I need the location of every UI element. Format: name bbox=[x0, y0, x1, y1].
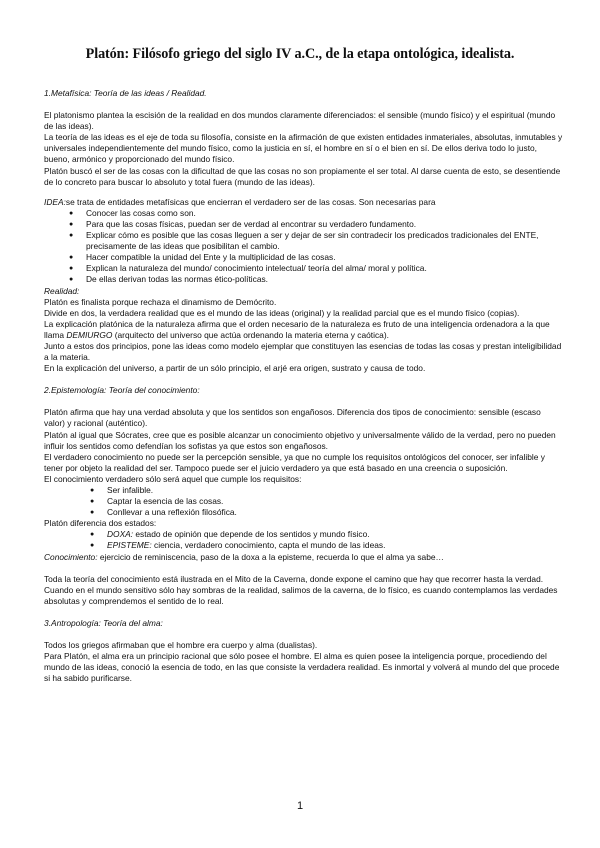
list-item: ● DOXA: estado de opinión que depende de los sentidos y mundo físico. bbox=[90, 529, 370, 540]
list-item: ● Hacer compatible la unidad del Ente y la multiplicidad de las cosas. bbox=[69, 252, 336, 263]
list-item: ● Conllevar a una reflexión filosófica. bbox=[90, 507, 237, 518]
requisitos-list bbox=[44, 485, 564, 518]
list-item: ● Para que las cosas físicas, puedan ser de verdad al encontrar su verdadero fundamento. bbox=[69, 218, 417, 229]
paragraph: Platón al igual que Sócrates, cree que es posible alcanzar un conocimiento objetivo y universalmente válido de la verdad, pero no pueden influir los sentidos como defendían los sofistas ya que estos son engañosos. bbox=[44, 429, 556, 451]
list-item: ● De ellas derivan todas las normas ético-políticas. bbox=[69, 274, 269, 285]
paragraph: Para Platón, el alma era un principio racional que sólo posee el hombre. El alma es quien posee la inteligencia porque, procediendo del mundo de las ideas, conoció la esencia de todo, en las que consiste la verdadera realidad. Es inmortal y volverá al mundo del que procede si ha sabido purificarse. bbox=[44, 651, 560, 684]
section-heading-epistemologia: 2.Epistemología: Teoría del conocimiento: bbox=[44, 385, 200, 396]
paragraph: Platón diferencia dos estados: bbox=[44, 518, 157, 529]
idea-text: se trata de entidades metafísicas que encierran el verdadero ser de las cosas. Son necesarias para bbox=[65, 196, 436, 207]
paragraph: La explicación platónica de la naturaleza afirma que el orden necesario de la naturaleza es fruto de una inteligencia ordenadora a la que llama DEMIURGO (arquitecto del universo que actúa ordenando la materia eterna y caótica). bbox=[44, 318, 550, 340]
idea-list bbox=[44, 208, 564, 286]
idea-label: IDEA: bbox=[44, 196, 66, 207]
bullet-icon: ● bbox=[69, 209, 74, 217]
page-title: Platón: Filósofo griego del siglo IV a.C., de la etapa ontológica, idealista. bbox=[85, 46, 515, 62]
page-number: 1 bbox=[296, 800, 304, 812]
idea-definition bbox=[44, 197, 564, 208]
paragraph: El platonismo plantea la escisión de la realidad en dos mundos claramente diferenciados: el sensible (mundo físico) y el espiritual (mundo de las ideas). bbox=[44, 110, 556, 132]
list-item: ● Explican la naturaleza del mundo/ conocimiento intelectual/ teoría del alma/ moral y política. bbox=[69, 263, 427, 274]
bullet-icon: ● bbox=[90, 498, 95, 506]
section-heading-metafisica: 1.Metafísica: Teoría de las ideas / Realidad. bbox=[44, 88, 207, 98]
estados-list bbox=[44, 529, 564, 551]
paragraph: Platón buscó el ser de las cosas con la dificultad de que las cosas no son propiamente el ser total. Al darse cuenta de esto, se desentiende de lo concreto para buscar lo absoluto y total fuera (mundo de las ideas). bbox=[44, 165, 561, 187]
list-item: ● EPISTEME: ciencia, verdadero conocimiento, capta el mundo de las ideas. bbox=[90, 540, 386, 551]
section-heading-antropologia: 3.Antropología: Teoría del alma: bbox=[44, 617, 163, 628]
list-item: ● Conocer las cosas como son. bbox=[69, 207, 196, 218]
bullet-icon: ● bbox=[69, 265, 74, 273]
bullet-icon: ● bbox=[90, 487, 95, 494]
bullet-icon: ● bbox=[69, 254, 74, 262]
paragraph: Platón afirma que hay una verdad absoluta y que los sentidos son engañosos. Diferencia dos tipos de conocimiento: sensible (escaso valor) y racional (auténtico). bbox=[44, 407, 541, 429]
paragraph: El verdadero conocimiento no puede ser la percepción sensible, ya que no cumple los requisitos ontológicos del conocer, ser infalible y tener por objeto la realidad del ser. Tampoco puede ser el juicio verdadero ya que está basado en una creencia o suposición. bbox=[44, 451, 545, 473]
paragraph: En la explicación del universo, a partir de un sólo principio, el arjé era origen, sustrato y causa de todo. bbox=[44, 363, 426, 374]
paragraph: Toda la teoría del conocimiento está ilustrada en el Mito de la Caverna, donde expone el camino que hay que recorrer hasta la verdad. Cuando en el mundo sensitivo sólo hay sombras de la realidad, salimos de la caverna, de lo físico, es cuando contemplamos las verdades absolutas y comprendemos el sentido de lo real. bbox=[44, 573, 558, 606]
realidad-label: Realidad: bbox=[44, 285, 80, 296]
bullet-icon: ● bbox=[90, 542, 95, 550]
bullet-icon: ● bbox=[90, 509, 95, 517]
paragraph: Platón es finalista porque rechaza el dinamismo de Demócrito. bbox=[44, 296, 277, 307]
paragraph: El conocimiento verdadero sólo será aquel que cumple los requisitos: bbox=[44, 473, 302, 484]
paragraph: Todos los griegos afirmaban que el hombre era cuerpo y alma (dualistas). bbox=[44, 640, 318, 651]
list-item: ● Captar la esencia de las cosas. bbox=[90, 496, 224, 507]
paragraph: La teoría de las ideas es el eje de toda su filosofía, consiste en la afirmación de que existen entidades inmateriales, absolutas, inmutables y universales independientemente del mundo físico, como la justicia en sí, el hombre en sí o el bien en sí. De ellos deriva todo lo justo, bueno, armónico y proporcionado del mundo físico. bbox=[44, 132, 563, 165]
bullet-icon: ● bbox=[69, 220, 74, 228]
bullet-icon: ● bbox=[90, 531, 95, 539]
bullet-icon: ● bbox=[69, 276, 74, 284]
list-item: ● Ser infalible. bbox=[90, 485, 154, 495]
list-item: ● Explicar cómo es posible que las cosas lleguen a ser y dejar de ser sin contradecir los predicados tradicionales del ENTE, precisamente de las ideas que posibilitan el cambio. bbox=[69, 230, 539, 252]
paragraph: Conocimiento: ejercicio de reminiscencia, paso de la doxa a la episteme, recuerda lo que el alma ya sabe… bbox=[44, 551, 444, 562]
demiurgo-term: DEMIURGO bbox=[66, 329, 113, 340]
paragraph: Junto a estos dos principios, pone las ideas como modelo ejemplar que constituyen las esencias de todas las cosas y prestan inteligibilidad a la materia. bbox=[44, 340, 562, 363]
bullet-icon: ● bbox=[69, 232, 74, 240]
paragraph: Divide en dos, la verdadera realidad que es el mundo de las ideas (original) y la realidad parcial que es el mundo físico (copias). bbox=[44, 307, 520, 318]
document-body bbox=[44, 88, 564, 684]
